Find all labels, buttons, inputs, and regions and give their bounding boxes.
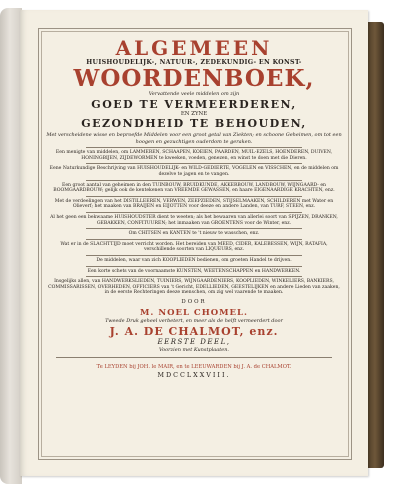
title-woordenboek: WOORDENBOEK,: [73, 65, 315, 92]
divider: [56, 357, 332, 358]
title-page-content: [46, 38, 342, 379]
plates-note: Voorzien met Kunstplaaten.: [158, 346, 230, 353]
divider: [86, 239, 302, 240]
divider: [86, 266, 302, 267]
paragraph-chitsen: Om CHITSEN en KANTEN te 't nieuw te wasschen, enz.: [128, 231, 260, 237]
title-en-zyne: EN ZYNE: [180, 110, 208, 117]
paragraph-kunsten: Een korte schets van de voornaamste KUNSTEN, WEETENSCHAPPEN en HANDWERKEN.: [87, 268, 301, 274]
divider: [86, 212, 302, 213]
paragraph-distilleeren: Met de verdeelingen van het DISTILLEEREN, VERWEN, ZEEPZIEDEN, STIJSELMAAKEN, SCHILDEREN met Water en Olieverf; het maaken van BRAIJEN en EIJOTTEN voor deeze en andere Landen, van TURF, STEEN, enz.: [54, 198, 334, 210]
divider: [86, 180, 302, 181]
title-algemeen: ALGEMEEN: [115, 36, 273, 60]
divider: [86, 276, 302, 277]
divider: [86, 255, 302, 256]
divider: [86, 196, 302, 197]
door-label: DOOR: [181, 298, 207, 305]
paragraph-middelen: Met verscheidene wisse en beproefde Middelen voor een groot getal van Ziekten; en schoone Geheimen, om tot een hoogen en gezuchtigen ouderdom te geraken.: [46, 132, 342, 145]
paragraph-dieren: Een menigte van middelen, om LAMMEREN, SCHAAPEN, KOEIEN, PAARDEN, MUIL-EZELS, HOENDEREN, DUIVEN, HONINGBIJEN, ZIJDEWORMEN te kweeken, voeden, genezen, en winst te doen met die Dieren.: [55, 150, 333, 161]
title-goed: GOED TE VERMEERDEREN,: [91, 97, 297, 111]
author-name: M. NOEL CHOMEL.: [140, 308, 248, 319]
paragraph-tuinbouw: Een groot aantal van geheimen in den TUINBOUW, BRUIDKUNDE, AKKERBOUW, LANDBOUW, WIJNGAARD- en BOOMGAARDBOUW; gelijk ook de kentekenen van VREEMDE GEWASSEN, en haare EIGENAARDIGE KRACHTEN, enz.: [53, 182, 335, 194]
title-vervattende: Vervattende veele middelen om zijn: [148, 91, 240, 97]
title-page: [20, 10, 368, 476]
publication-year: MDCCLXXVIII.: [157, 371, 231, 380]
divider: [86, 228, 302, 229]
imprint: Te LEYDEN bij JOH. le MAIR, en te LEEUWARDEN bij J. A. de CHALMOT.: [96, 364, 292, 371]
book-cover-right: [366, 22, 384, 468]
edition-note: Tweede Druk geheel verbetert, en meer als de helft vermeerdert door: [105, 318, 283, 325]
divider: [86, 147, 302, 148]
paragraph-huishoudster: Al het geen een bekwaame HUISHOUDSTER dient te weeten; als het bewaaren van allerlei soort van SPIJZEN, DRANKEN, GEBAKKEN, CONFITUUREN; het inmaaken van GROENTENS voor de Winter, enz.: [50, 214, 338, 226]
book-cover-left: [0, 8, 22, 484]
paragraph-handwerkslieden: Insgelijks allen, van HANDWERKSLIEDEN, TUINIERS, WIJNGAARDENIERS, KOOPLIEDEN, WINKELIERS, BANKIERS, COMMISSARISSEN, OVERHEDEN, OFFICIERS van 't Gericht, EDELLIEDEN, GEESTELIJKEN en andere Lieden van zaaken, in de eerste Rechteringen deeze menschen, om zig wel vaarende te maaken.: [48, 279, 340, 296]
title-gezondheid: GEZONDHEID TE BEHOUDEN,: [81, 117, 307, 130]
editor-name: J. A. DE CHALMOT, enz.: [109, 324, 279, 338]
title-subject-line: HUISHOUDELIJK-, NATUUR-, ZEDEKUNDIG- EN KONST-: [86, 59, 302, 66]
volume-label: EERSTE DEEL,: [157, 337, 231, 346]
paragraph-kooplieden: De middelen, waar van zich KOOPLIEDEN bedienen, om groeten Handel te drijven.: [96, 257, 292, 263]
divider: [86, 163, 302, 164]
paragraph-slachttijd: Wat er in de SLACHTTIJD moet verricht worden. Het bereiden van MEED, CIDER, KALEBESSEN, WIJN, RATAFIA, verschillende soorten van LIQUEURS, enz.: [60, 241, 328, 253]
paragraph-gedierte: Eene Naturkundige Beschrijving van HUISHOUDELIJK- en WILD-GEDIERTE, VOGELEN en VISSCHEN, en de middelen om dezelve te jagen en te vangen.: [49, 166, 339, 177]
